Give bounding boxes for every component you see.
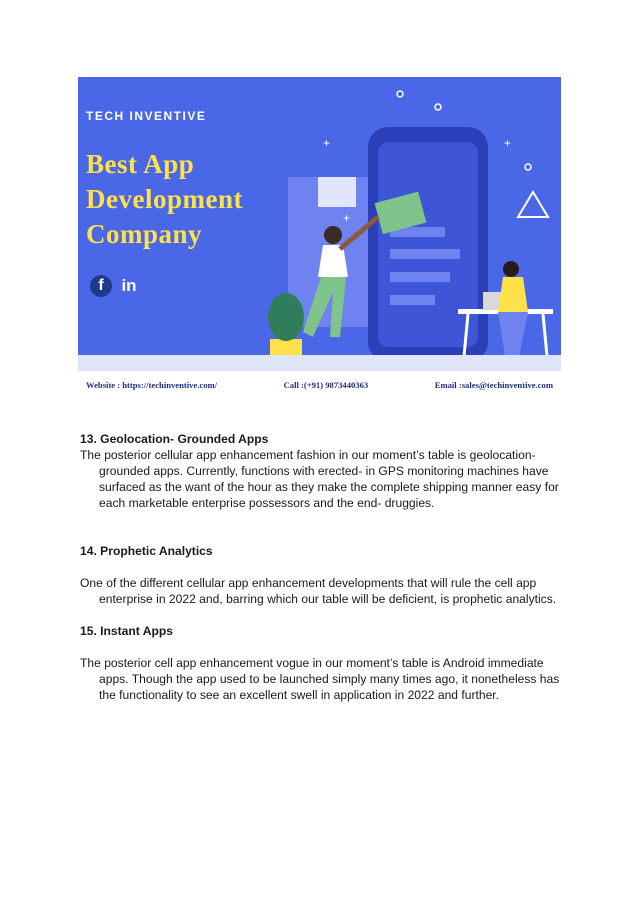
section-13: [80, 431, 560, 511]
screen-line: [390, 272, 450, 282]
section-15: [80, 623, 560, 639]
social-icons: [90, 275, 140, 297]
person-head: [324, 226, 342, 244]
screen-line: [390, 249, 460, 259]
floor: [78, 355, 561, 371]
footer-email: Email :sales@techinventive.com: [434, 380, 553, 390]
linkedin-icon: in: [121, 276, 137, 295]
banner-footer: [78, 371, 561, 399]
screen-line: [390, 295, 435, 305]
section-body: The posterior cell app enhancement vogue in our moment’s table is Android immediate apps. Though the app used to be launched simply many times ago, it nonetheless has the functionality to see an excellent swell in application in 2022 and further.: [80, 656, 560, 702]
circle-icon: [435, 104, 441, 110]
facebook-icon: f: [90, 275, 112, 297]
footer-call: Call :(+91) 9873440363: [283, 380, 369, 390]
section-heading: 15. Instant Apps: [80, 624, 173, 638]
section-14-body: [80, 575, 560, 607]
section-body: One of the different cellular app enhancement developments that will rule the cell app enterprise in 2022 and, barring which our table will be deficient, is prophetic analytics.: [80, 576, 557, 606]
seated-person-shirt: [498, 277, 528, 312]
plant-leaves: [268, 293, 304, 341]
footer-website: Website : https://techinventive.com/: [86, 380, 218, 390]
section-heading: 13. Geolocation- Grounded Apps: [80, 432, 269, 446]
headline-line: Development: [86, 184, 243, 214]
section-heading: 14. Prophetic Analytics: [80, 544, 213, 558]
triangle-icon: [518, 192, 548, 217]
section-15-body: [80, 655, 560, 703]
headline-line: Best App: [86, 149, 195, 179]
circle-icon: [525, 164, 531, 170]
banner-headline: [86, 147, 243, 252]
person-shirt: [318, 245, 348, 277]
headline-line: Company: [86, 219, 203, 249]
brand-logo: TECH INVENTIVE: [86, 109, 207, 123]
plus-icon: +: [343, 211, 351, 225]
plus-icon: +: [504, 136, 512, 150]
chat-card: [318, 177, 356, 207]
seated-person-legs: [498, 312, 528, 362]
plus-icon: +: [323, 136, 331, 150]
circle-icon: [397, 91, 403, 97]
section-14: [80, 543, 560, 559]
promo-banner-image: [78, 77, 561, 399]
phone-screen: [378, 142, 478, 347]
seated-person-head: [503, 261, 519, 277]
section-body: The posterior cellular app enhancement fashion in our moment’s table is geolocation-grounded apps. Currently, functions with erected- in GPS monitoring machines have surfaced as the want of the hour as they make the complete shipping manner easy for each marketable enterprise possessors and the end- druggies.: [80, 448, 559, 510]
